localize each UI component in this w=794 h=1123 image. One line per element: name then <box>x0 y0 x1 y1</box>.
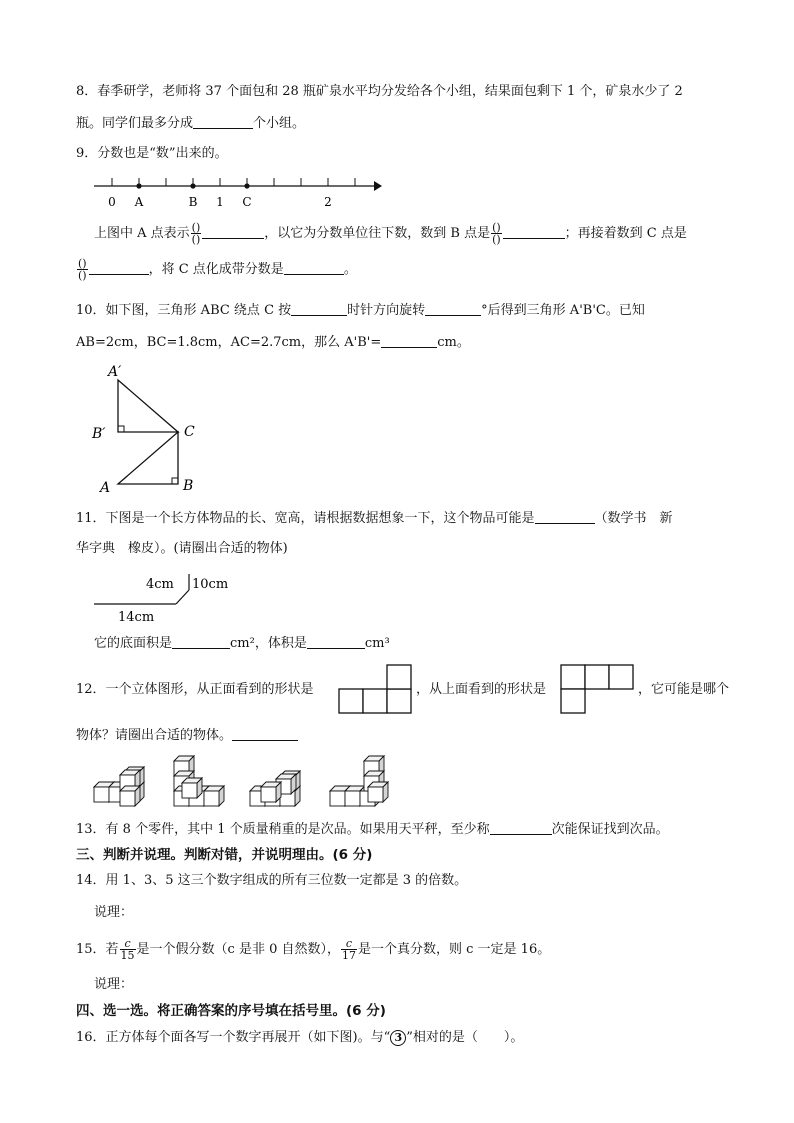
fraction: $\frac{()}{()}$ <box>78 257 87 282</box>
q11-line2: 华字典 橡皮）。(请圈出合适的物体) <box>76 541 288 556</box>
q9-line1: 上图中 A 点表示 $\frac{()}{()}$ ，以它为分数单位往下数，数到 B 点是 $\frac{()}{()}$ ；再接着数到 C 点是 <box>94 221 687 246</box>
q11-blank-b[interactable] <box>172 634 230 649</box>
point-b-dot <box>190 183 195 188</box>
q12-blank[interactable] <box>232 726 298 741</box>
q15-reason: 说理： <box>94 977 134 992</box>
q11-blank-c[interactable] <box>307 634 365 649</box>
nl-label-0: 0 <box>108 195 116 209</box>
q12-line1b: ，从上面看到的形状是 <box>416 682 547 697</box>
q10-line2: AB=2cm，BC=1.8cm，AC=2.7cm，那么 A'B'= cm。 <box>76 335 470 350</box>
q10-line1: 10．如下图，三角形 ABC 绕点 C 按 时针方向旋转 °后得到三角形 A'B'C。已知 <box>76 303 645 318</box>
triangle-abc <box>118 432 178 484</box>
q9-blank-c[interactable] <box>89 260 149 275</box>
nl-label-c: C <box>242 195 252 209</box>
q8-line1: 8．春季研学，老师将 37 个面包和 28 瓶矿泉水平均分发给各个小组，结果面包剩下 1 个，矿泉水少了 2 <box>76 84 683 99</box>
label-c: C <box>184 424 195 440</box>
q12-line1a: 12．一个立体图形，从正面看到的形状是 <box>76 682 314 697</box>
label-b: B <box>183 478 194 494</box>
number-line <box>90 172 386 212</box>
height-label: 10cm <box>192 577 229 592</box>
point-a-dot <box>136 183 141 188</box>
q12-line2: 物体？请圈出合适的物体。 <box>76 726 298 745</box>
fraction: $\frac{()}{()}$ <box>191 221 201 246</box>
q13-line: 13．有 8 个零件，其中 1 个质量稍重的是次品。如果用天平秤，至少称 次能保证找到次品。 <box>76 822 669 837</box>
fraction: $\frac{()}{()}$ <box>492 221 501 246</box>
point-c-dot <box>244 183 249 188</box>
section-4-heading: 四、选一选。将正确答案的序号填在括号里。(6 分) <box>76 1003 386 1019</box>
q14-line: 14．用 1、3、5 这三个数字组成的所有三位数一定都是 3 的倍数。 <box>76 873 468 888</box>
triangle-a-prime-b-prime-c <box>118 380 178 432</box>
cube-option-3[interactable] <box>250 771 300 806</box>
cuboid-dimensions-figure <box>90 568 240 628</box>
q10-blank-a[interactable] <box>291 301 347 316</box>
q9-blank-d[interactable] <box>284 260 344 275</box>
top-view-shape <box>559 663 637 715</box>
nl-label-b: B <box>188 195 198 209</box>
section-3-heading: 三、判断并说理。判断对错，并说明理由。(6 分) <box>76 847 373 863</box>
fraction-c-17: $\frac{c}{17}$ <box>342 937 356 962</box>
width-label: 4cm <box>146 577 174 592</box>
q15-line: 15．若 $\frac{c}{15}$ 是一个假分数（c 是非 0 自然数）， $\frac{c}{17}$ 是一个真分数，则 c 一定是 16。 <box>76 937 551 962</box>
fraction-c-15: $\frac{c}{15}$ <box>120 937 135 962</box>
q9-blank-b[interactable] <box>503 224 565 239</box>
nl-label-a: A <box>134 195 144 209</box>
q9-blank-a[interactable] <box>202 224 264 239</box>
cube-stack-options <box>90 752 390 810</box>
label-b-prime: B′ <box>92 426 106 442</box>
cube-option-2[interactable] <box>174 756 224 806</box>
cube-option-4[interactable] <box>330 756 388 806</box>
front-view-shape <box>338 663 414 715</box>
q14-reason: 说理： <box>94 905 134 920</box>
q10-blank-b[interactable] <box>425 301 481 316</box>
q8-line2: 瓶。同学们最多分成 个小组。 <box>76 116 306 131</box>
q11-line1: 11．下图是一个长方体物品的长、宽高，请根据数据想象一下，这个物品可能是 （数学书 新 <box>76 511 673 526</box>
circled-number-3: 3 <box>390 1030 406 1046</box>
q16-line: 16．正方体每个面各写一个数字再展开（如下图)。与“ 3 ”相对的是（ ）。 <box>76 1030 524 1045</box>
q11-line3: 它的底面积是 cm²，体积是 cm³ <box>94 636 390 651</box>
nl-label-2: 2 <box>324 195 332 209</box>
q12-line1c: ，它可能是哪个 <box>638 682 730 697</box>
q9-title: 9．分数也是“数”出来的。 <box>76 146 228 161</box>
label-a: A <box>100 480 111 496</box>
q9-line2: $\frac{()}{()}$ ，将 C 点化成带分数是 。 <box>78 257 357 282</box>
cube-option-1[interactable] <box>94 767 144 806</box>
label-a-prime: A′ <box>108 364 122 380</box>
q8-blank[interactable] <box>193 114 253 129</box>
rotation-figure <box>88 358 208 498</box>
q11-blank-a[interactable] <box>535 509 595 524</box>
q10-blank-c[interactable] <box>381 333 437 348</box>
nl-label-1: 1 <box>216 195 224 209</box>
q13-blank[interactable] <box>490 820 552 835</box>
length-label: 14cm <box>118 610 155 625</box>
